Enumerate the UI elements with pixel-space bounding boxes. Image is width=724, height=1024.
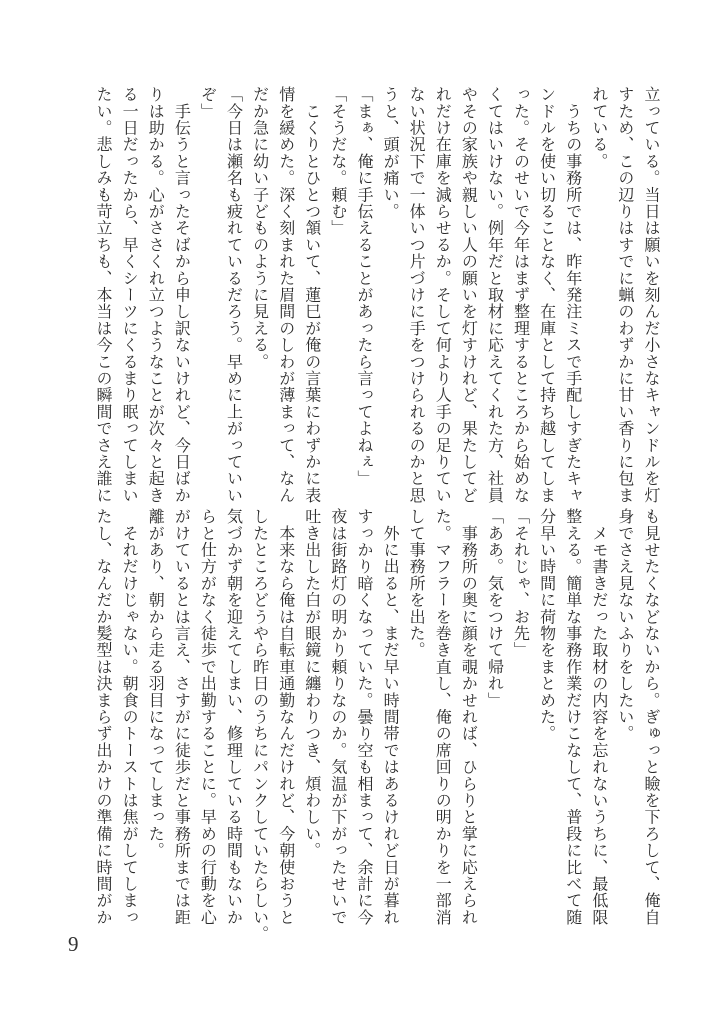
- text-column: だか急に幼い子どものように見える。: [250, 86, 270, 370]
- text-column: 外に出ると、まだ早い時間帯ではあるけれど日が暮れ: [381, 508, 401, 926]
- text-column: 整える。簡単な事務作業だけこなして、普段に比べて随: [563, 508, 583, 926]
- text-column: すため、この辺りはすでに蝋のわずかに甘い香りに包ま: [615, 86, 635, 504]
- text-block-bottom: [90, 508, 664, 943]
- text-column: らと仕方がなく徒歩で出勤することに。早めの行動を心: [198, 508, 218, 926]
- text-column: くてはいけない。例年だと取材に応えてくれた方、社員: [485, 86, 505, 504]
- text-column: すっかり暗くなっていた。曇り空も相まって、余計に今: [354, 508, 374, 926]
- text-column: メモ書きだった取材の内容を忘れないうちに、最低限: [589, 508, 609, 926]
- text-column: た。マフラーを巻き直し、俺の席回りの明かりを一部消: [433, 508, 453, 926]
- text-column: 身でさえ見ないふりをしたい。: [615, 508, 635, 742]
- text-column: 「今日は瀬名も疲れているだろう。早めに上がっていい: [224, 86, 244, 504]
- text-column: 吐き出した白が眼鏡に纏わりつき、煩わしい。: [302, 508, 322, 859]
- text-column: たい。悲しみも苛立ちも、本当は今この瞬間でさえ誰に: [94, 86, 114, 504]
- text-column: った。そのせいで今年はまず整理するところから始めな: [511, 86, 531, 504]
- text-column: 手伝うと言ったそばから申し訳ないけれど、今日ばか: [172, 86, 192, 504]
- text-block-top: [90, 86, 664, 504]
- text-column: 立っている。当日は願いを刻んだ小さなキャンドルを灯: [642, 86, 661, 504]
- text-column: うちの事務所では、昨年発注ミスで手配しすぎたキャ: [563, 86, 583, 504]
- text-column: ンドルを使い切ることなく、在庫として持ち越してしま: [537, 86, 557, 504]
- text-column: れだけ在庫を減らせるか。そして何より人手の足りてい: [433, 86, 453, 504]
- text-column: 「それじゃ、お先」: [511, 508, 531, 659]
- text-column: 事務所の奥に顔を覗かせれば、ひらりと掌に応えられ: [459, 508, 479, 926]
- text-column: したところどうやら昨日のうちにパンクしていたらしい。: [250, 508, 270, 943]
- text-column: る一日だったから、早くシーツにくるまり眠ってしまい: [120, 86, 140, 504]
- text-column: 本来なら俺は自転車通勤なんだけれど、今朝使おうと: [276, 508, 296, 926]
- text-column: 「そうだな。頼む」: [328, 86, 348, 237]
- text-column: 情を緩めた。深く刻まれた眉間のしわが薄まって、なん: [276, 86, 296, 504]
- text-column: うと、頭が痛い。: [381, 86, 401, 220]
- text-column: 「ああ。気をつけて帰れ」: [485, 508, 505, 709]
- text-column: 離があり、朝から走る羽目になってしまった。: [146, 508, 166, 859]
- text-column: して事務所を出た。: [407, 508, 427, 659]
- text-column: 分早い時間に荷物をまとめた。: [537, 508, 557, 742]
- text-column: 「まぁ、俺に手伝えることがあったら言ってよねぇ」: [354, 86, 374, 487]
- text-column: ぞ」: [198, 86, 218, 120]
- text-column: りは助かる。心がささくれ立つようなことが次々と起き: [146, 86, 166, 504]
- text-column: それだけじゃない。朝食のトーストは焦がしてしまっ: [120, 508, 140, 926]
- text-column: も見せたくなどないから。ぎゅっと瞼を下ろして、俺自: [642, 508, 661, 926]
- text-column: やその家族や親しい人の願いを灯すけれど、果たしてど: [459, 86, 479, 504]
- text-column: たし、なんだか髪型は決まらず出かけの準備に時間がか: [94, 508, 114, 926]
- text-column: がけているとは言え、さすがに徒歩だと事務所までは距: [172, 508, 192, 926]
- text-column: ない状況下で一体いつ片づけに手をつけられるのかと思: [407, 86, 427, 504]
- text-column: 夜は街路灯の明かり頼りなのか。気温が下がったせいで: [328, 508, 348, 926]
- text-column: れている。: [589, 86, 609, 170]
- page-number: 9: [68, 932, 79, 956]
- text-column: こくりとひとつ頷いて、蓮巳が俺の言葉にわずかに表: [302, 86, 322, 504]
- text-column: 気づかず朝を迎えてしまい、修理している時間もないか: [224, 508, 244, 926]
